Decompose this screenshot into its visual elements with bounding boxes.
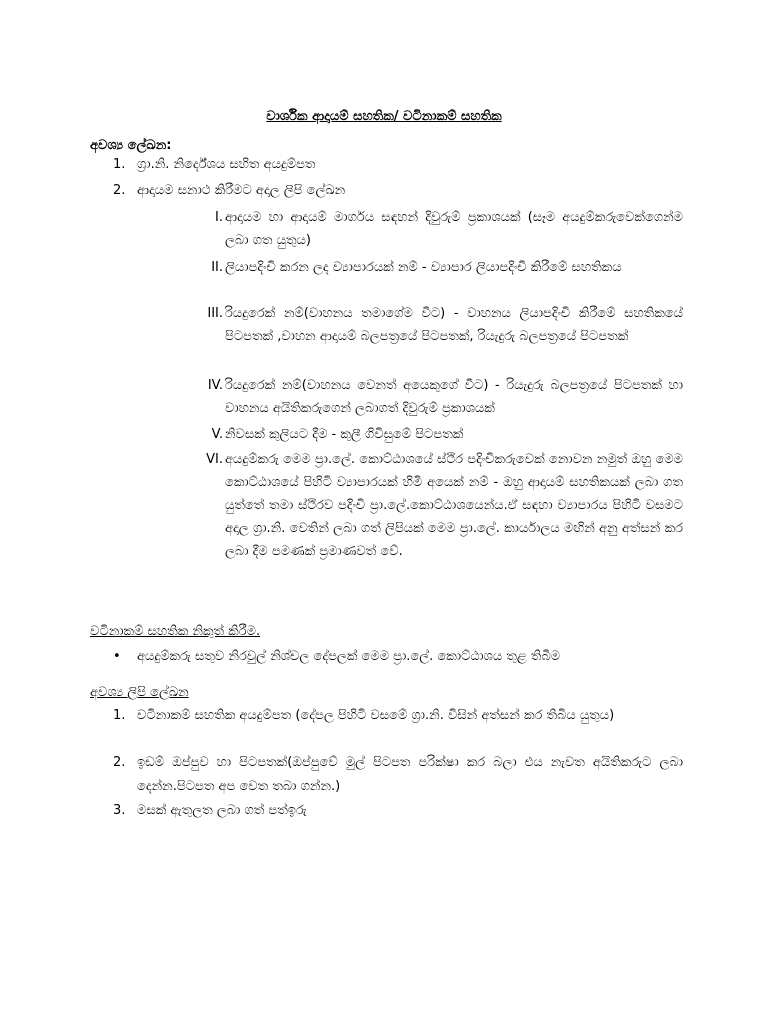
list-item [113, 704, 683, 728]
bullet-text: අයදුම්කරු සතුව නිරවුල් නිශ්චල දේපලක් මෙම ප්‍රා.ලේ. කොට්ඨාශය තුළ තිබීම [137, 649, 561, 664]
sub-list-number: I. [215, 210, 223, 225]
list-text: ආදායම සනාථ කිරීමට අදාල ලිපි ලේඛන [137, 183, 346, 198]
bullet-icon: • [113, 649, 121, 664]
sub-list-item [170, 206, 683, 252]
sub-list-number: V. [211, 427, 223, 442]
list-item [113, 751, 683, 799]
sub-list-text: ආදායම හා ආදායම් මාර්ගය සඳහන් දිවුරුම් ප්‍රකාශයක් (සෑම අයදුම්කරුවෙක්ගෙන්ම ලබා ගත යුතුය) [225, 210, 683, 248]
list-number: 2. [113, 183, 126, 198]
list-item [113, 179, 683, 203]
list-item [113, 153, 683, 177]
sub-list-number: II. [211, 260, 223, 275]
list-number: 2. [113, 755, 126, 770]
list-text: වටිනාකම් සහතික අයදුම්පත (දේපල පිහිටි වසමේ ග්‍රා.නි. විසින් අත්සන් කර තිබිය යුතුය) [137, 708, 615, 723]
list-number: 1. [113, 708, 126, 723]
sub-list-text: අයදුම්කරු මෙම ප්‍රා.ලේ. කොට්ඨාශයේ ස්ථිර පදිංචිකරුවෙක් නොවන නමුත් ඔහු මෙම කොට්ඨාශයේ පිහිටි ව්‍යාපාරයක් හිමි අයෙක් නම් - ඔහු ආදායම් සහතිකයක් ලබා ගත යුත්තේ තමා ස්ථිරව පදිංචි ප්‍රා.ලේ.කොට්ඨාශයෙන්ය.ඒ සඳහා ව්‍යාපාරය පිහිටි වසමට අදාල ග්‍රා.නි. වෙතින් ලබා ගත් ලිපියක් මෙම ප්‍රා.ලේ. කාර්යාලය මඟින් අනු අත්සන් කර ලබා දීම පමණක් ප්‍රමාණවත් වේ. [225, 452, 683, 559]
list-number: 1. [113, 157, 126, 172]
sub-list-item [170, 256, 683, 279]
list-text: මසක් ඇතුලත ලබා ගත් පත්ඉරු [137, 803, 307, 818]
sub-list-item [170, 374, 683, 420]
sub-list-number: IV. [207, 378, 223, 393]
required-letters-heading: අවශ්‍ය ලිපි ලේඛන [90, 685, 189, 700]
sub-list-text: ලියාපදිංචි කරන ලද ව්‍යාපාරයක් නම් - ව්‍යාපාර ලියාපදිංචි කිරීමේ සහතිකය [225, 260, 622, 275]
bullet-item [113, 646, 683, 668]
sub-list-text: රියදුරෙක් නම්(වාහනය තමාගේම වීට) - වාහනය ලියාපදිංචි කිරීමේ සහතිකයේ පිටපතක් ,වාහන ආදායම් බලපත්‍රයේ පිටපතක්, රියැදුරු බලපත්‍රයේ පිටපතක් [225, 306, 683, 344]
sub-list-number: III. [207, 306, 223, 321]
sub-list-number: VI. [206, 452, 223, 467]
sub-list-text: නිවසක් කුලියට දීම - කුලී ගිවිසුමේ පිටපතක් [225, 427, 464, 442]
list-item [113, 799, 683, 823]
document-title: වාර්ශික ආදායම් සහතික/ වටිනාකම් සහතික [266, 109, 502, 124]
sub-list-item [170, 302, 683, 348]
list-text: ග්‍රා.නි. නිර්දේශය සහිත අයදුම්පත [137, 157, 316, 172]
sub-list-item [170, 423, 683, 446]
list-text: ඉඩම් ඔප්පුව හා පිටපතක්(ඔප්පුවේ මුල් පිටපත පරික්ෂා කර බලා එය නැවත අයිතිකරුට ලබා දෙන්න.පිටපත අප වෙත තබා ගන්න.) [137, 755, 683, 794]
list-number: 3. [113, 803, 126, 818]
sub-list-text: රියදුරෙක් නම්(වාහනය වෙනත් අයෙකුගේ වීට) - රියැදුරු බලපත්‍රයේ පිටපතක් හා වාහනය අයිතිකරුගෙන් ලබාගත් දිවුරුම් ප්‍රකාශයක් [225, 378, 683, 416]
required-documents-heading: අවශ්‍ය ලේඛන: [90, 138, 172, 153]
sub-list-item [170, 448, 683, 563]
value-certificate-heading: වටිනාකම් සහතික නිකුත් කිරීම. [90, 624, 261, 639]
